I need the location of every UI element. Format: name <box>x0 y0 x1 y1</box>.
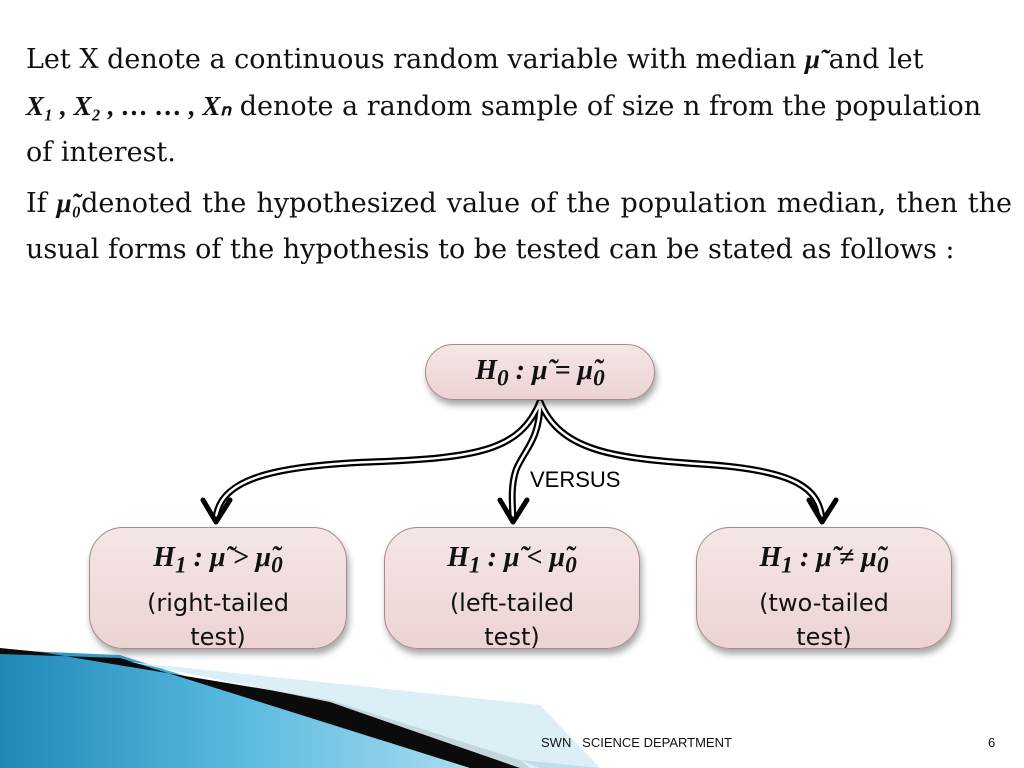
two-tailed-formula <box>697 538 951 586</box>
alt-rhs: : μ̃ ≠ μ̃ <box>792 542 877 573</box>
alt-rhs-sub: 0 <box>876 552 889 579</box>
if-word: If <box>26 188 57 219</box>
null-rhs-sub: 0 <box>593 365 605 392</box>
connector-two-tailed <box>540 402 822 518</box>
left-tailed-formula <box>385 538 639 586</box>
alt-h: H <box>153 542 175 573</box>
right-tailed-label-1: (right-tailed <box>147 588 289 617</box>
right-tailed-node <box>89 527 347 649</box>
left-tailed-label-1: (left-tailed <box>449 588 575 617</box>
right-tailed-label-2: test) <box>190 622 246 651</box>
hypothesized-median-symbol: μ̃₀ <box>56 188 82 218</box>
hypothesis-text: denoted the hypothesized value of the population median, then the usual forms of the hypothesis to be tested can be stated as follows : <box>26 188 1012 265</box>
intro-text-1: Let X denote a continuous random variable with median <box>26 44 805 75</box>
alt-h: H <box>759 542 782 573</box>
left-tailed-label-2: test) <box>484 622 540 651</box>
alt-h-sub: 1 <box>781 552 793 579</box>
left-tailed-node <box>384 527 640 649</box>
sample-symbols: X₁ , X₂ , … … , Xₙ <box>26 91 232 121</box>
two-tailed-node <box>696 527 952 649</box>
alt-h-sub: 1 <box>469 552 481 579</box>
versus-label: VERSUS <box>530 467 621 492</box>
alt-rhs: : μ̃ > μ̃ <box>186 542 272 573</box>
two-tailed-label-2: test) <box>796 622 852 651</box>
null-rhs: : μ̃ = μ̃ <box>508 355 594 386</box>
two-tailed-label-1: (two-tailed <box>759 588 889 617</box>
intro-text-2: and let <box>820 44 924 75</box>
intro-text-3: denote a random sample of size n from the population of interest. <box>26 91 982 168</box>
alt-rhs-sub: 0 <box>271 552 283 579</box>
alt-rhs: : μ̃ < μ̃ <box>480 542 566 573</box>
null-h-sub: 0 <box>497 365 509 392</box>
null-h: H <box>475 355 497 386</box>
null-hypothesis-node <box>425 344 655 400</box>
footer-text: SWN SCIENCE DEPARTMENT <box>541 735 732 750</box>
median-symbol: μ̃ <box>804 44 821 74</box>
alt-h-sub: 1 <box>175 552 187 579</box>
right-tailed-formula <box>90 538 346 586</box>
alt-rhs-sub: 0 <box>565 552 577 579</box>
null-hypothesis-formula <box>426 345 654 405</box>
connector-right-tailed <box>216 402 540 518</box>
page-number: 6 <box>988 735 996 750</box>
alt-h: H <box>447 542 469 573</box>
